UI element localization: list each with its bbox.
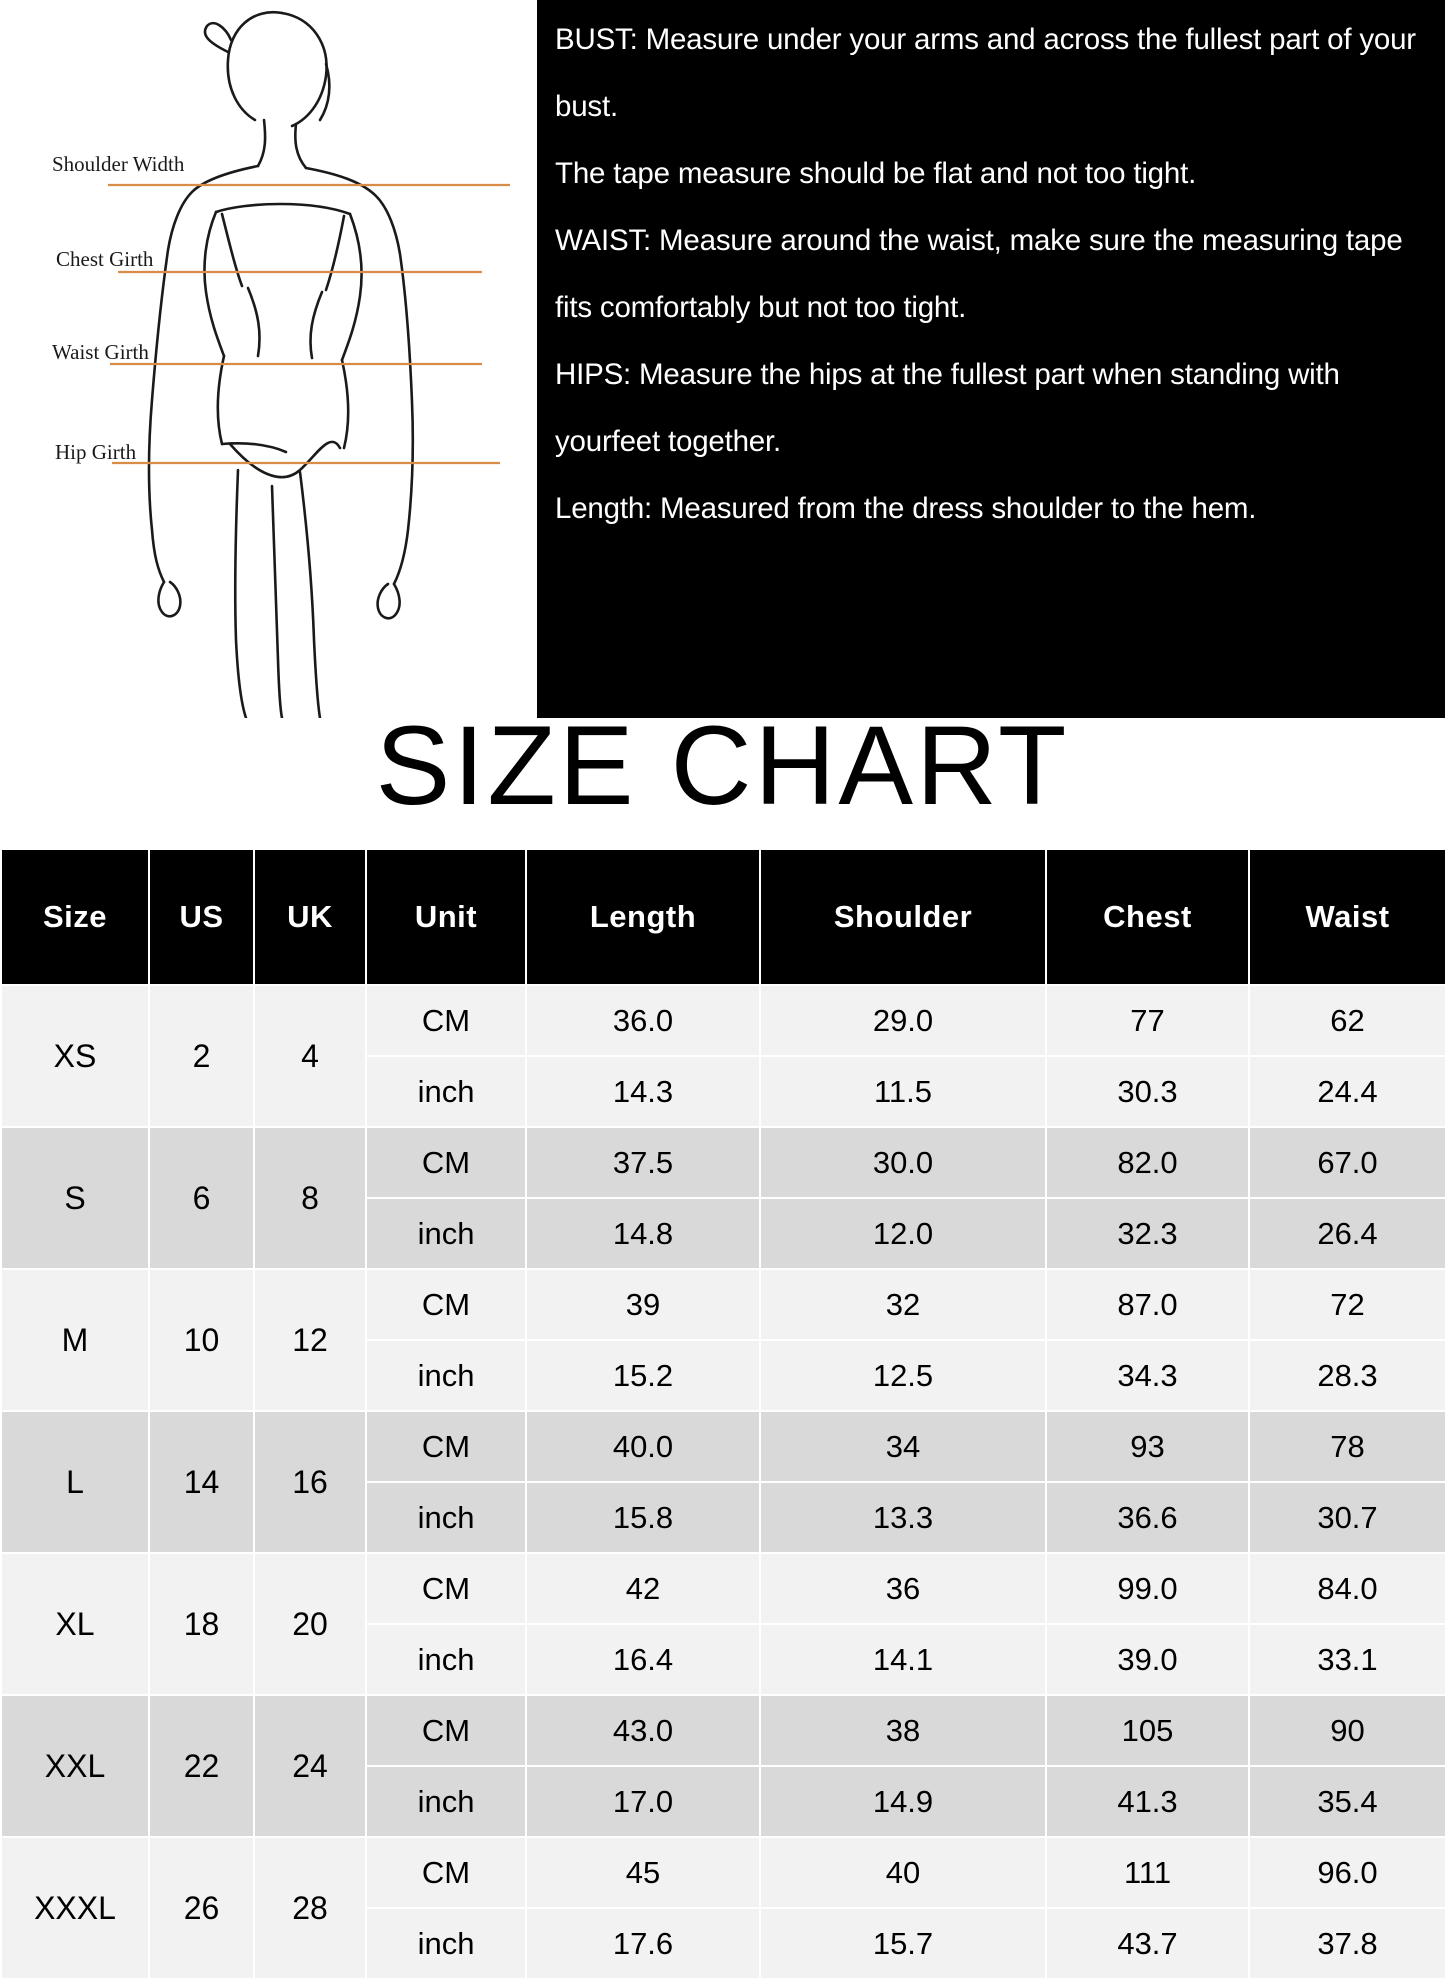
- cell-unit-inch: inch: [366, 1908, 526, 1979]
- figure-label-shoulder-width: Shoulder Width: [52, 152, 185, 176]
- cell-chest-cm: 93: [1046, 1411, 1249, 1482]
- cell-length-cm: 36.0: [526, 985, 760, 1056]
- cell-unit-inch: inch: [366, 1056, 526, 1127]
- cell-unit-cm: CM: [366, 1411, 526, 1482]
- cell-uk: 8: [254, 1127, 366, 1269]
- column-header-unit: Unit: [366, 849, 526, 985]
- cell-shoulder-inch: 11.5: [760, 1056, 1046, 1127]
- size-chart-table: [0, 848, 1445, 1980]
- cell-shoulder-inch: 14.9: [760, 1766, 1046, 1837]
- figure-label-hip-girth: Hip Girth: [55, 440, 137, 464]
- table-row: [1, 985, 1445, 1056]
- column-header-chest: Chest: [1046, 849, 1249, 985]
- cell-waist-cm: 78: [1249, 1411, 1445, 1482]
- page-title-wrap: [0, 703, 1445, 828]
- cell-waist-inch: 37.8: [1249, 1908, 1445, 1979]
- cell-shoulder-cm: 30.0: [760, 1127, 1046, 1198]
- cell-unit-inch: inch: [366, 1624, 526, 1695]
- cell-us: 14: [149, 1411, 254, 1553]
- table-row: [1, 1127, 1445, 1198]
- cell-length-inch: 14.3: [526, 1056, 760, 1127]
- cell-shoulder-cm: 36: [760, 1553, 1046, 1624]
- column-header-us: US: [149, 849, 254, 985]
- table-row: [1, 1695, 1445, 1766]
- table-row: [1, 1269, 1445, 1340]
- figure-label-chest-girth: Chest Girth: [56, 247, 154, 271]
- cell-chest-cm: 77: [1046, 985, 1249, 1056]
- cell-length-cm: 45: [526, 1837, 760, 1908]
- cell-shoulder-cm: 32: [760, 1269, 1046, 1340]
- cell-us: 18: [149, 1553, 254, 1695]
- cell-waist-inch: 30.7: [1249, 1482, 1445, 1553]
- cell-unit-cm: CM: [366, 1127, 526, 1198]
- cell-waist-inch: 28.3: [1249, 1340, 1445, 1411]
- table-row: [1, 1411, 1445, 1482]
- cell-chest-cm: 87.0: [1046, 1269, 1249, 1340]
- cell-chest-inch: 34.3: [1046, 1340, 1249, 1411]
- cell-length-inch: 15.8: [526, 1482, 760, 1553]
- figure-label-waist-girth: Waist Girth: [52, 340, 149, 364]
- column-header-size: Size: [1, 849, 149, 985]
- cell-length-cm: 43.0: [526, 1695, 760, 1766]
- cell-unit-inch: inch: [366, 1482, 526, 1553]
- cell-us: 6: [149, 1127, 254, 1269]
- cell-shoulder-inch: 15.7: [760, 1908, 1046, 1979]
- cell-unit-inch: inch: [366, 1340, 526, 1411]
- cell-length-inch: 17.6: [526, 1908, 760, 1979]
- cell-unit-cm: CM: [366, 1695, 526, 1766]
- cell-uk: 12: [254, 1269, 366, 1411]
- column-header-length: Length: [526, 849, 760, 985]
- cell-chest-cm: 99.0: [1046, 1553, 1249, 1624]
- cell-length-cm: 39: [526, 1269, 760, 1340]
- cell-waist-cm: 84.0: [1249, 1553, 1445, 1624]
- cell-unit-cm: CM: [366, 1837, 526, 1908]
- page-title: SIZE CHART: [375, 703, 1070, 828]
- measuring-instructions-panel: [537, 0, 1445, 718]
- cell-shoulder-cm: 40: [760, 1837, 1046, 1908]
- table-header-row: [1, 849, 1445, 985]
- cell-chest-inch: 41.3: [1046, 1766, 1249, 1837]
- cell-waist-inch: 24.4: [1249, 1056, 1445, 1127]
- cell-unit-cm: CM: [366, 1269, 526, 1340]
- table-row: [1, 1837, 1445, 1908]
- instruction-bust: BUST: Measure under your arms and across the fullest part of your bust.: [555, 23, 1416, 123]
- cell-length-inch: 15.2: [526, 1340, 760, 1411]
- column-header-shoulder: Shoulder: [760, 849, 1046, 985]
- cell-waist-inch: 26.4: [1249, 1198, 1445, 1269]
- cell-us: 10: [149, 1269, 254, 1411]
- cell-waist-cm: 72: [1249, 1269, 1445, 1340]
- cell-chest-inch: 39.0: [1046, 1624, 1249, 1695]
- cell-shoulder-inch: 13.3: [760, 1482, 1046, 1553]
- cell-shoulder-cm: 34: [760, 1411, 1046, 1482]
- cell-waist-inch: 35.4: [1249, 1766, 1445, 1837]
- cell-uk: 4: [254, 985, 366, 1127]
- cell-size: XXL: [1, 1695, 149, 1837]
- cell-shoulder-inch: 12.5: [760, 1340, 1046, 1411]
- cell-shoulder-inch: 12.0: [760, 1198, 1046, 1269]
- size-table-wrap: [0, 848, 1445, 1980]
- column-header-uk: UK: [254, 849, 366, 985]
- cell-length-cm: 40.0: [526, 1411, 760, 1482]
- table-row: [1, 1553, 1445, 1624]
- table-header: [1, 849, 1445, 985]
- cell-us: 2: [149, 985, 254, 1127]
- cell-chest-cm: 111: [1046, 1837, 1249, 1908]
- cell-size: XL: [1, 1553, 149, 1695]
- cell-length-inch: 14.8: [526, 1198, 760, 1269]
- cell-chest-inch: 30.3: [1046, 1056, 1249, 1127]
- cell-shoulder-cm: 38: [760, 1695, 1046, 1766]
- cell-length-cm: 37.5: [526, 1127, 760, 1198]
- cell-size: XS: [1, 985, 149, 1127]
- cell-length-inch: 16.4: [526, 1624, 760, 1695]
- cell-length-cm: 42: [526, 1553, 760, 1624]
- measurement-figure-panel: [0, 0, 537, 718]
- cell-uk: 28: [254, 1837, 366, 1979]
- cell-unit-inch: inch: [366, 1766, 526, 1837]
- top-section: [0, 0, 1445, 718]
- instruction-tape: The tape measure should be flat and not too tight.: [555, 157, 1197, 190]
- cell-uk: 20: [254, 1553, 366, 1695]
- cell-us: 22: [149, 1695, 254, 1837]
- cell-us: 26: [149, 1837, 254, 1979]
- cell-uk: 24: [254, 1695, 366, 1837]
- cell-waist-inch: 33.1: [1249, 1624, 1445, 1695]
- cell-chest-inch: 32.3: [1046, 1198, 1249, 1269]
- cell-shoulder-inch: 14.1: [760, 1624, 1046, 1695]
- cell-chest-cm: 82.0: [1046, 1127, 1249, 1198]
- cell-size: S: [1, 1127, 149, 1269]
- cell-waist-cm: 96.0: [1249, 1837, 1445, 1908]
- cell-chest-inch: 43.7: [1046, 1908, 1249, 1979]
- cell-uk: 16: [254, 1411, 366, 1553]
- cell-size: M: [1, 1269, 149, 1411]
- cell-waist-cm: 90: [1249, 1695, 1445, 1766]
- cell-length-inch: 17.0: [526, 1766, 760, 1837]
- cell-size: XXXL: [1, 1837, 149, 1979]
- cell-waist-cm: 67.0: [1249, 1127, 1445, 1198]
- cell-unit-cm: CM: [366, 985, 526, 1056]
- instruction-waist: WAIST: Measure around the waist, make sure the measuring tape fits comfortably but not too tight.: [555, 224, 1403, 324]
- cell-chest-inch: 36.6: [1046, 1482, 1249, 1553]
- cell-unit-inch: inch: [366, 1198, 526, 1269]
- cell-waist-cm: 62: [1249, 985, 1445, 1056]
- table-body: [1, 985, 1445, 1979]
- instruction-hips: HIPS: Measure the hips at the fullest part when standing with yourfeet together.: [555, 358, 1340, 458]
- cell-shoulder-cm: 29.0: [760, 985, 1046, 1056]
- cell-unit-cm: CM: [366, 1553, 526, 1624]
- instruction-length: Length: Measured from the dress shoulder to the hem.: [555, 492, 1257, 525]
- cell-chest-cm: 105: [1046, 1695, 1249, 1766]
- column-header-waist: Waist: [1249, 849, 1445, 985]
- cell-size: L: [1, 1411, 149, 1553]
